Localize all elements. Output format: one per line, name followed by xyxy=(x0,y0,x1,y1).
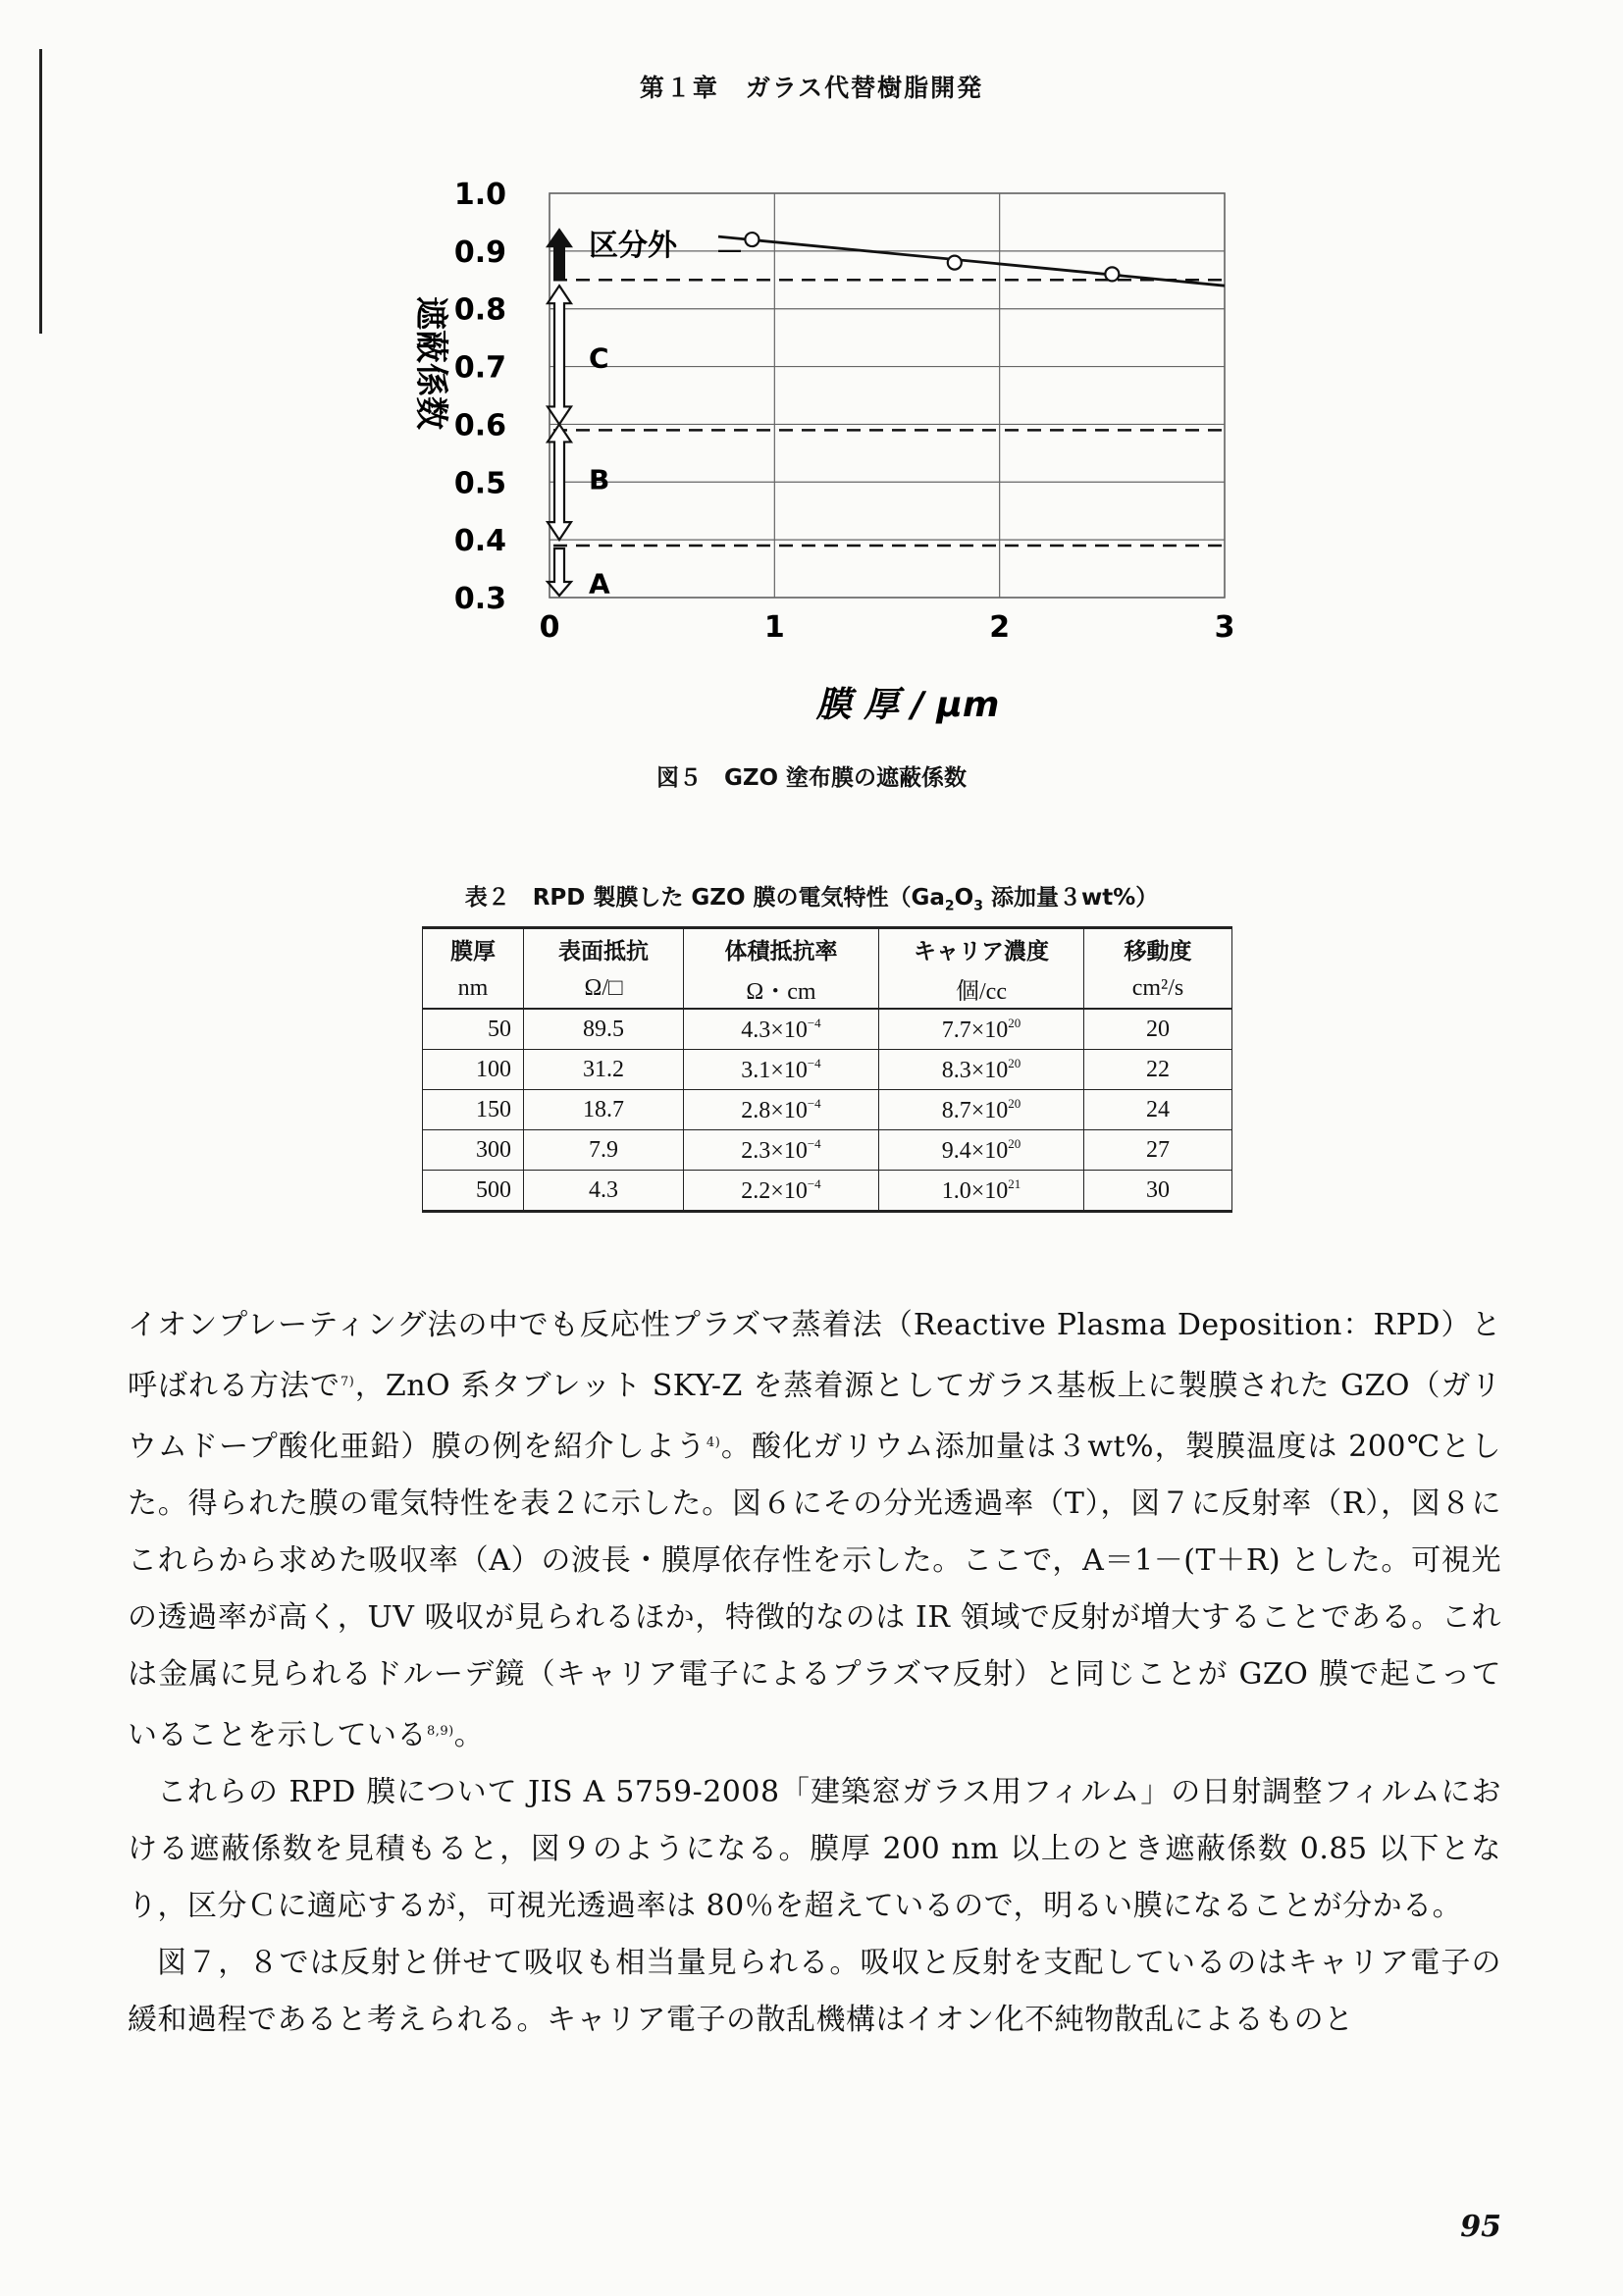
cell-mobility: 27 xyxy=(1084,1130,1232,1171)
cell-volume: $2.8\times 10^{-4}$ xyxy=(684,1090,879,1130)
table-caption-mid: O xyxy=(954,885,974,911)
data-point xyxy=(745,233,759,246)
y-tick-label: 1.0 xyxy=(453,178,506,212)
header-carrier-concentration: キャリア濃度 xyxy=(879,928,1084,969)
cell-mobility: 24 xyxy=(1084,1090,1232,1130)
region-label: 区分外 xyxy=(589,228,677,263)
cell-carrier: $9.4\times 10^{20}$ xyxy=(879,1130,1084,1171)
page-number: 95 xyxy=(1460,2210,1501,2244)
running-header: 第１章 ガラス代替樹脂開発 xyxy=(639,74,984,102)
header-thickness: 膜厚 xyxy=(423,928,524,969)
y-tick-label: 0.7 xyxy=(453,350,506,386)
cell-mobility: 22 xyxy=(1084,1050,1232,1090)
cell-thickness: 50 xyxy=(423,1009,524,1050)
cell-sheet: 89.5 xyxy=(524,1009,684,1050)
paragraph-2: これらの RPD 膜について JIS A 5759-2008「建築窓ガラス用フィルム」の日射調整フィルムにおける遮蔽係数を見積もると，図９のようになる。膜厚 200 nm 以上のとき遮蔽係数 0.85 以下となり，区分Ｃに適応するが，可視光透過率は 80％を超えているので，明るい膜になることが分かる。 xyxy=(128,1775,1501,1923)
cell-carrier: $7.7\times 10^{20}$ xyxy=(879,1009,1084,1050)
table-row xyxy=(423,1050,1232,1090)
cell-volume: $2.2\times 10^{-4}$ xyxy=(684,1171,879,1212)
y-tick-label: 0.6 xyxy=(453,408,506,444)
y-tick-label: 0.3 xyxy=(453,582,506,616)
cell-thickness: 300 xyxy=(423,1130,524,1171)
header-mobility: 移動度 xyxy=(1084,928,1232,969)
table-row xyxy=(423,1130,1232,1171)
unit-sheet-resistance: Ω/□ xyxy=(524,968,684,1009)
header-volume-resistivity: 体積抵抗率 xyxy=(684,928,879,969)
region-arrows xyxy=(546,228,741,600)
table-row xyxy=(423,1171,1232,1212)
data-point xyxy=(1105,267,1119,281)
table-caption-post: 添加量３wt%） xyxy=(982,885,1159,911)
cell-carrier: $1.0\times 10^{21}$ xyxy=(879,1171,1084,1212)
cell-thickness: 500 xyxy=(423,1171,524,1212)
y-tick-label: 0.9 xyxy=(453,235,506,270)
x-tick-label: 1 xyxy=(763,610,785,645)
data-point xyxy=(948,256,962,270)
y-axis-label: 遮蔽係数 xyxy=(411,296,450,430)
table-row xyxy=(423,1009,1232,1050)
x-axis-label: 膜 厚 / μm xyxy=(815,685,1000,725)
chart-series xyxy=(718,233,1225,286)
paragraph-3: 図７，８では反射と併せて吸収も相当量見られる。吸収と反射を支配しているのはキャリア電子の緩和過程であると考えられる。キャリア電子の散乱機構はイオン化不純物散乱によるものと xyxy=(128,1946,1501,2037)
x-tick-label: 2 xyxy=(989,610,1011,645)
table-caption-sub2: 3 xyxy=(973,898,983,914)
cell-thickness: 100 xyxy=(423,1050,524,1090)
threshold-lines xyxy=(553,280,1225,546)
down-arrow xyxy=(548,548,571,596)
header-sheet-resistance: 表面抵抗 xyxy=(524,928,684,969)
cell-volume: $3.1\times 10^{-4}$ xyxy=(684,1050,879,1090)
table-row xyxy=(423,1090,1232,1130)
region-a-arrow xyxy=(548,548,571,596)
trend-line xyxy=(718,236,1225,286)
region-label: C xyxy=(589,341,609,375)
cell-mobility: 20 xyxy=(1084,1009,1232,1050)
cell-thickness: 150 xyxy=(423,1090,524,1130)
cell-sheet: 18.7 xyxy=(524,1090,684,1130)
cell-sheet: 31.2 xyxy=(524,1050,684,1090)
citation: 4) xyxy=(706,1435,721,1450)
cell-carrier: $8.3\times 10^{20}$ xyxy=(879,1050,1084,1090)
region-label: B xyxy=(589,463,610,496)
citation: 7) xyxy=(340,1375,355,1389)
table-caption xyxy=(0,879,1623,914)
region-arrow xyxy=(548,286,571,424)
double-arrow xyxy=(548,286,571,424)
cell-mobility: 30 xyxy=(1084,1171,1232,1212)
citation: 8,9) xyxy=(427,1724,454,1739)
shielding-coefficient-chart xyxy=(363,167,1266,756)
cell-sheet: 4.3 xyxy=(524,1171,684,1212)
table-caption-pre: 表２ RPD 製膜した GZO 膜の電気特性（Ga xyxy=(464,885,945,911)
chart-svg xyxy=(363,167,1266,756)
table-caption-sub1: 2 xyxy=(944,898,955,914)
unit-mobility: cm²/s xyxy=(1084,968,1232,1009)
figure-caption: 図５ GZO 塗布膜の遮蔽係数 xyxy=(655,765,968,791)
cell-volume: $2.3\times 10^{-4}$ xyxy=(684,1130,879,1171)
cell-carrier: $8.7\times 10^{20}$ xyxy=(879,1090,1084,1130)
x-tick-label: 0 xyxy=(539,610,560,645)
region-label: A xyxy=(589,567,610,600)
y-tick-label: 0.4 xyxy=(453,524,506,559)
y-tick-label: 0.8 xyxy=(453,292,506,328)
x-tick-label: 3 xyxy=(1214,610,1235,645)
y-tick-label: 0.5 xyxy=(453,466,506,501)
cell-volume: $4.3\times 10^{-4}$ xyxy=(684,1009,879,1050)
body-text xyxy=(128,1297,1501,2049)
unit-volume-resistivity: Ω・cm xyxy=(684,968,879,1009)
paragraph-1: イオンプレーティング法の中でも反応性プラズマ蒸着法（Reactive Plasma Deposition：RPD）と呼ばれる方法で$^{7)}$，ZnO 系タブレット SKY-Z を蒸着源としてガラス基板上に製膜された GZO（ガリウムドープ酸化亜鉛）膜の例を紹介しよう$^{4)}$。酸化ガリウム添加量は３wt%，製膜温度は 200℃とした。得られた膜の電気特性を表２に示した。図６にその分光透過率（T），図７に反射率（R），図８にこれらから求めた吸収率（A）の波長・膜厚依存性を示した。ここで，A＝1－(T＋R) とした。可視光の透過率が高く，UV 吸収が見られるほか，特徴的なのは IR 領域で反射が増大することである。これは金属に見られるドルーデ鏡（キャリア電子によるプラズマ反射）と同じことが GZO 膜で起こっていることを示している$^{8,9)}$。 xyxy=(128,1308,1502,1752)
unit-thickness: nm xyxy=(423,968,524,1009)
cell-sheet: 7.9 xyxy=(524,1130,684,1171)
electrical-properties-table xyxy=(422,926,1232,1213)
unit-carrier-concentration: 個/cc xyxy=(879,968,1084,1009)
